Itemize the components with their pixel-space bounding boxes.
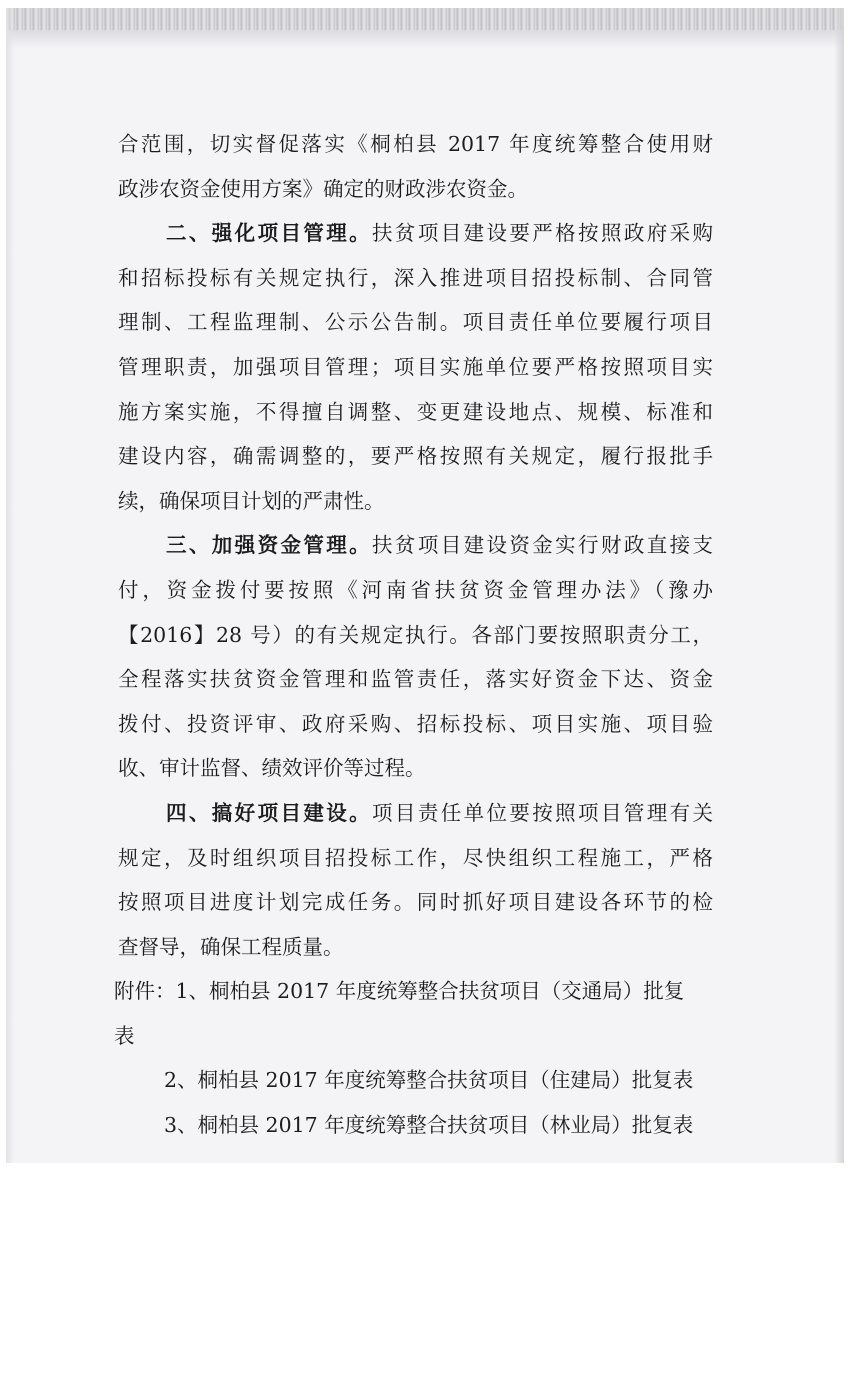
body-line: 全程落实扶贫资金管理和监管责任，落实好资金下达、资金	[118, 667, 713, 692]
body-line: 施方案实施，不得擅自调整、变更建设地点、规模、标准和	[118, 399, 713, 424]
body-line: 政涉农资金使用方案》确定的财政涉农资金。	[118, 176, 528, 201]
attachment-item-3: 3、桐柏县 2017 年度统筹整合扶贫项目（林业局）批复表	[164, 1113, 694, 1138]
body-line: 扶贫项目建设要严格按照政府采购	[372, 221, 713, 246]
body-line: 理制、工程监理制、公示公告制。项目责任单位要履行项目	[118, 310, 713, 335]
scan-right-edge	[834, 8, 844, 1163]
attachment-item-1-continuation: 表	[114, 1023, 135, 1048]
body-line: 和招标投标有关规定执行，深入推进项目招投标制、合同管	[118, 265, 713, 290]
scan-top-edge	[6, 8, 844, 30]
body-line: 【2016】28 号）的有关规定执行。各部门要按照职责分工，	[118, 622, 713, 647]
body-line: 管理职责，加强项目管理；项目实施单位要严格按照项目实	[118, 354, 713, 379]
body-line: 查督导，确保工程质量。	[118, 934, 344, 959]
attachment-label: 附件：	[114, 979, 176, 1004]
section-3-heading: 三、加强资金管理。	[166, 533, 373, 558]
section-3-first-line	[118, 523, 713, 568]
section-4-first-line	[118, 791, 713, 836]
body-line: 续，确保项目计划的严肃性。	[118, 488, 385, 513]
body-line: 付，资金拨付要按照《河南省扶贫资金管理办法》（豫办	[118, 577, 713, 602]
attachment-item-2: 2、桐柏县 2017 年度统筹整合扶贫项目（住建局）批复表	[164, 1068, 694, 1093]
scan-left-edge	[6, 8, 14, 1163]
body-line: 项目责任单位要按照项目管理有关	[372, 800, 713, 825]
body-line: 合范围，切实督促落实《桐柏县 2017 年度统筹整合使用财	[118, 132, 713, 156]
section-2-first-line	[118, 211, 713, 256]
body-line: 建设内容，确需调整的，要严格按照有关规定，履行报批手	[118, 444, 713, 469]
body-line: 规定，及时组织项目招投标工作，尽快组织工程施工，严格	[118, 845, 713, 870]
scan-top-shade	[6, 30, 844, 48]
section-2-heading: 二、强化项目管理。	[166, 221, 373, 246]
attachment-item-1-text: 1、桐柏县 2017 年度统筹整合扶贫项目（交通局）批复	[175, 979, 685, 1004]
body-line: 拨付、投资评审、政府采购、招标投标、项目实施、项目验	[118, 711, 713, 736]
body-line: 扶贫项目建设资金实行财政直接支	[372, 533, 713, 558]
document-body	[114, 122, 713, 1148]
body-line: 收、审计监督、绩效评价等过程。	[118, 756, 426, 781]
body-line: 按照项目进度计划完成任务。同时抓好项目建设各环节的检	[118, 890, 713, 915]
section-4-heading: 四、搞好项目建设。	[166, 800, 373, 825]
attachment-item-1	[114, 969, 713, 1014]
